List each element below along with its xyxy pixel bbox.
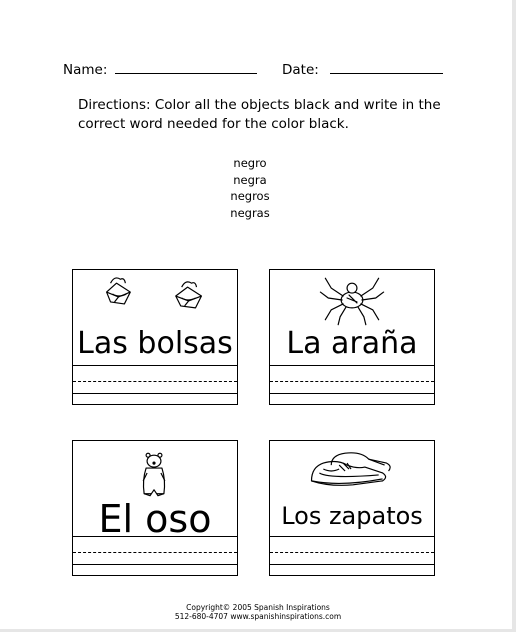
writing-line-top bbox=[73, 365, 237, 366]
writing-line-base bbox=[270, 393, 434, 394]
spider-icon bbox=[270, 270, 434, 326]
page-edge-right bbox=[512, 0, 516, 632]
card-label: Las bolsas bbox=[77, 326, 233, 361]
card-la-arana bbox=[269, 269, 435, 405]
card-el-oso bbox=[72, 440, 238, 576]
writing-line-top bbox=[270, 536, 434, 537]
bear-icon bbox=[73, 441, 237, 505]
word-bank-item: negra bbox=[233, 172, 267, 187]
word-bank bbox=[180, 155, 320, 221]
word-bank-item: negras bbox=[230, 205, 270, 220]
writing-line-mid bbox=[270, 552, 434, 553]
footer-copyright: Copyright© 2005 Spanish Inspirations bbox=[186, 603, 330, 612]
writing-line-top bbox=[270, 365, 434, 366]
writing-line-base bbox=[270, 564, 434, 565]
writing-line-mid bbox=[73, 381, 237, 382]
date-blank[interactable] bbox=[330, 60, 443, 74]
date-field bbox=[282, 60, 443, 78]
word-bank-item: negros bbox=[230, 189, 270, 203]
name-blank[interactable] bbox=[115, 60, 257, 74]
card-label: Los zapatos bbox=[281, 502, 423, 530]
writing-lines[interactable] bbox=[270, 536, 434, 576]
card-label: El oso bbox=[98, 497, 212, 541]
writing-line-mid bbox=[270, 381, 434, 382]
directions-text: Directions: Color all the objects black and write in the correct word needed for the color black. bbox=[78, 97, 441, 132]
writing-line-base bbox=[73, 393, 237, 394]
footer-contact: 512-680-4707 www.spanishinspirations.com bbox=[174, 612, 342, 621]
writing-lines[interactable] bbox=[73, 365, 237, 405]
name-label: Name: bbox=[63, 62, 108, 78]
word-bank-item: negro bbox=[233, 156, 267, 170]
name-field bbox=[63, 60, 257, 78]
date-label: Date: bbox=[282, 62, 319, 78]
card-label: La araña bbox=[286, 326, 418, 361]
card-los-zapatos bbox=[269, 440, 435, 576]
shoes-icon bbox=[270, 441, 434, 501]
card-las-bolsas bbox=[72, 269, 238, 405]
writing-line-mid bbox=[73, 552, 237, 553]
bags-icon bbox=[73, 270, 237, 326]
writing-line-base bbox=[73, 564, 237, 565]
writing-lines[interactable] bbox=[73, 536, 237, 576]
writing-lines[interactable] bbox=[270, 365, 434, 405]
writing-line-top bbox=[73, 536, 237, 537]
